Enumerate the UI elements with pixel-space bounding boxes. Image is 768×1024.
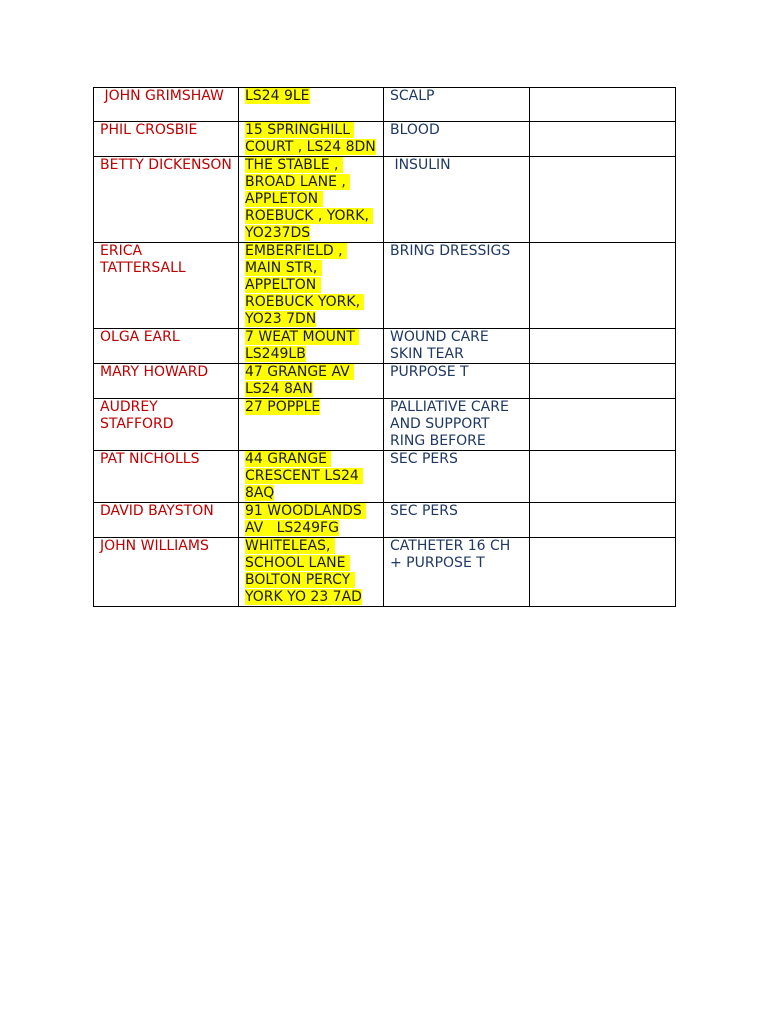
care-note: WOUND CARE SKIN TEAR <box>390 329 494 362</box>
patient-name-cell <box>94 122 239 157</box>
patient-name: DAVID BAYSTON <box>100 503 214 519</box>
table-row <box>94 243 676 329</box>
patient-address: 27 POPPLE <box>245 399 321 415</box>
table-row <box>94 503 676 538</box>
patient-name: PHIL CROSBIE <box>100 122 198 138</box>
address-cell <box>239 122 384 157</box>
patient-address: THE STABLE , BROAD LANE , APPLETON ROEBUCK , YORK, YO237DS <box>245 157 374 241</box>
patient-address: LS24 9LE <box>245 88 310 104</box>
care-note: INSULIN <box>390 157 451 173</box>
patient-name: ERICA TATTERSALL <box>100 243 186 276</box>
patient-address: 15 SPRINGHILL COURT , LS24 8DN <box>245 122 376 155</box>
address-cell <box>239 503 384 538</box>
patient-visit-table <box>93 87 676 607</box>
patient-name-cell <box>94 88 239 122</box>
table-row <box>94 364 676 399</box>
care-note-cell <box>384 503 530 538</box>
address-cell <box>239 88 384 122</box>
patient-name-cell <box>94 157 239 243</box>
extra-cell <box>530 399 676 451</box>
table-row <box>94 399 676 451</box>
extra-cell <box>530 157 676 243</box>
extra-cell <box>530 122 676 157</box>
address-cell <box>239 451 384 503</box>
care-note-cell <box>384 399 530 451</box>
patient-name: OLGA EARL <box>100 329 180 345</box>
care-note: PALLIATIVE CARE AND SUPPORT RING BEFORE <box>390 399 514 449</box>
table-body <box>94 88 676 607</box>
patient-name-cell <box>94 329 239 364</box>
care-note-cell <box>384 329 530 364</box>
care-note: PURPOSE T <box>390 364 469 380</box>
care-note-cell <box>384 243 530 329</box>
table-row <box>94 451 676 503</box>
extra-cell <box>530 329 676 364</box>
care-note: BLOOD <box>390 122 440 138</box>
extra-cell <box>530 503 676 538</box>
care-note: BRING DRESSIGS <box>390 243 511 259</box>
patient-name: JOHN GRIMSHAW <box>100 88 224 104</box>
table-row <box>94 157 676 243</box>
patient-name-cell <box>94 503 239 538</box>
extra-cell <box>530 88 676 122</box>
patient-address: EMBERFIELD , MAIN STR, APPELTON ROEBUCK YORK, YO23 7DN <box>245 243 365 327</box>
patient-name: JOHN WILLIAMS <box>100 538 209 554</box>
patient-name: MARY HOWARD <box>100 364 209 380</box>
patient-name-cell <box>94 538 239 607</box>
address-cell <box>239 364 384 399</box>
table-row <box>94 88 676 122</box>
patient-name: PAT NICHOLLS <box>100 451 200 467</box>
address-cell <box>239 538 384 607</box>
patient-name-cell <box>94 364 239 399</box>
care-note-cell <box>384 157 530 243</box>
extra-cell <box>530 364 676 399</box>
care-note-cell <box>384 451 530 503</box>
care-note-cell <box>384 538 530 607</box>
care-note-cell <box>384 364 530 399</box>
care-note-cell <box>384 88 530 122</box>
patient-address: WHITELEAS, SCHOOL LANE BOLTON PERCY YORK YO 23 7AD <box>245 538 362 605</box>
patient-name-cell <box>94 399 239 451</box>
table-row <box>94 329 676 364</box>
patient-name: BETTY DICKENSON <box>100 157 232 173</box>
care-note: CATHETER 16 CH + PURPOSE T <box>390 538 515 571</box>
extra-cell <box>530 451 676 503</box>
extra-cell <box>530 243 676 329</box>
address-cell <box>239 157 384 243</box>
table-row <box>94 538 676 607</box>
patient-address: 91 WOODLANDS AV LS249FG <box>245 503 367 536</box>
patient-address: 44 GRANGE CRESCENT LS24 8AQ <box>245 451 364 501</box>
patient-name-cell <box>94 243 239 329</box>
patient-name-cell <box>94 451 239 503</box>
care-note: SEC PERS <box>390 503 458 519</box>
care-note: SCALP <box>390 88 435 104</box>
patient-name: AUDREY STAFFORD <box>100 399 174 432</box>
address-cell <box>239 243 384 329</box>
care-note: SEC PERS <box>390 451 458 467</box>
patient-address: 7 WEAT MOUNT LS249LB <box>245 329 360 362</box>
extra-cell <box>530 538 676 607</box>
address-cell <box>239 399 384 451</box>
care-note-cell <box>384 122 530 157</box>
table-row <box>94 122 676 157</box>
patient-address: 47 GRANGE AV LS24 8AN <box>245 364 355 397</box>
address-cell <box>239 329 384 364</box>
